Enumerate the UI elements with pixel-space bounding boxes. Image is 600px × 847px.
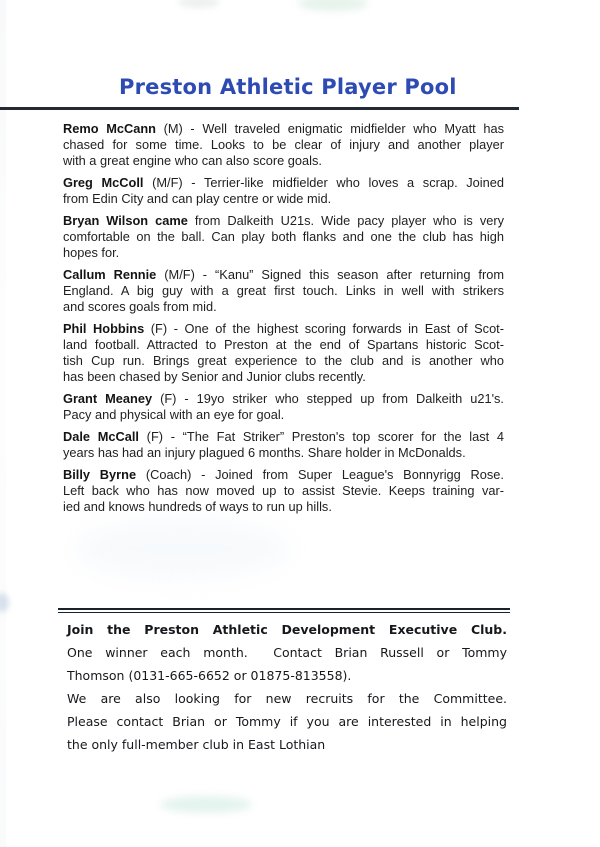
notice-line: One winner each month. Contact Brian Russell or Tommy xyxy=(67,645,507,660)
scan-smudge xyxy=(75,518,290,580)
entry-line xyxy=(63,267,504,283)
player-name: Remo McCann xyxy=(63,121,156,136)
player-entry-greg-mccoll xyxy=(63,175,504,207)
scan-smudge xyxy=(298,0,368,11)
player-name: Greg McColl xyxy=(63,175,144,190)
entry-text: from Dalkeith U21s. Wide pacy player who is very xyxy=(187,213,504,228)
entry-line: Pacy and physical with an eye for goal. xyxy=(63,407,285,422)
scan-smudge xyxy=(160,796,252,813)
entry-text: (Coach) - Joined from Super League's Bonnyrigg Rose. xyxy=(136,467,504,482)
entry-line: and scores goals from mid. xyxy=(63,299,217,314)
entry-line xyxy=(63,213,504,229)
entry-line: England. A big guy with a great first touch. Links in well with strikers xyxy=(63,283,504,298)
player-entry-dale-mccall xyxy=(63,429,504,461)
player-name: Billy Byrne xyxy=(63,467,137,482)
scan-edge-shadow xyxy=(0,0,6,847)
page-title: Preston Athletic Player Pool xyxy=(119,75,457,99)
scan-smudge xyxy=(0,593,9,612)
entry-text: (F) - 19yo striker who stepped up from Dalkeith u21's. xyxy=(152,391,504,406)
entry-line: from Edin City and can play centre or wide mid. xyxy=(63,191,332,206)
entry-text: (F) - One of the highest scoring forwards in East of Scot- xyxy=(144,321,505,336)
player-entry-bryan-wilson xyxy=(63,213,504,261)
entry-line: chased for some time. Looks to be clear of injury and another player xyxy=(63,137,504,152)
player-roster xyxy=(63,121,504,521)
entry-text: (F) - “The Fat Striker” Preston's top scorer for the last 4 xyxy=(138,429,504,444)
notice-line: the only full-member club in East Lothian xyxy=(67,737,326,752)
notice-line-phone-numbers: Thomson (0131-665-6652 or 01875-813558). xyxy=(67,668,352,683)
notice-line: Please contact Brian or Tommy if you are interested in helping xyxy=(67,714,507,729)
player-name: Callum Rennie xyxy=(63,267,157,282)
entry-line: ied and knows hundreds of ways to run up hills. xyxy=(63,499,332,514)
entry-line xyxy=(63,391,504,407)
footer-double-divider xyxy=(58,608,510,613)
scan-smudge xyxy=(178,0,220,8)
notice-heading-line: Join the Preston Athletic Development Executive Club. xyxy=(67,622,507,637)
player-name: Bryan Wilson came xyxy=(63,213,188,228)
entry-line: has been chased by Senior and Junior clubs recently. xyxy=(63,369,366,384)
entry-text: (M/F) - “Kanu” Signed this season after returning from xyxy=(156,267,504,282)
player-name: Dale McCall xyxy=(63,429,139,444)
player-name: Grant Meaney xyxy=(63,391,153,406)
player-entry-callum-rennie xyxy=(63,267,504,315)
entry-line xyxy=(63,321,504,337)
title-underline xyxy=(0,107,519,110)
player-entry-phil-hobbins xyxy=(63,321,504,385)
player-entry-billy-byrne xyxy=(63,467,504,515)
entry-line: years has had an injury plagued 6 months. Share holder in McDonalds. xyxy=(63,445,466,460)
entry-line xyxy=(63,175,504,191)
player-entry-remo-mccann xyxy=(63,121,504,169)
entry-line xyxy=(63,467,504,483)
player-entry-grant-meaney xyxy=(63,391,504,423)
entry-line: hopes for. xyxy=(63,245,120,260)
entry-text: (M) - Well traveled enigmatic midfielder who Myatt has xyxy=(155,121,504,136)
entry-line: land football. Attracted to Preston at the end of Spartans historic Scot- xyxy=(63,337,504,352)
notice-line: We are also looking for new recruits for the Committee. xyxy=(67,691,507,706)
entry-line: comfortable on the ball. Can play both flanks and one the club has high xyxy=(63,229,504,244)
entry-line: Left back who has now moved up to assist Stevie. Keeps training var- xyxy=(63,483,504,498)
player-name: Phil Hobbins xyxy=(63,321,145,336)
entry-text: (M/F) - Terrier-like midfielder who loves a scrap. Joined xyxy=(143,175,504,190)
entry-line: with a great engine who can also score goals. xyxy=(63,153,322,168)
executive-club-notice xyxy=(67,618,507,756)
entry-line xyxy=(63,429,504,445)
entry-line: tish Cup run. Brings great experience to the club and is another who xyxy=(63,353,504,368)
entry-line xyxy=(63,121,504,137)
